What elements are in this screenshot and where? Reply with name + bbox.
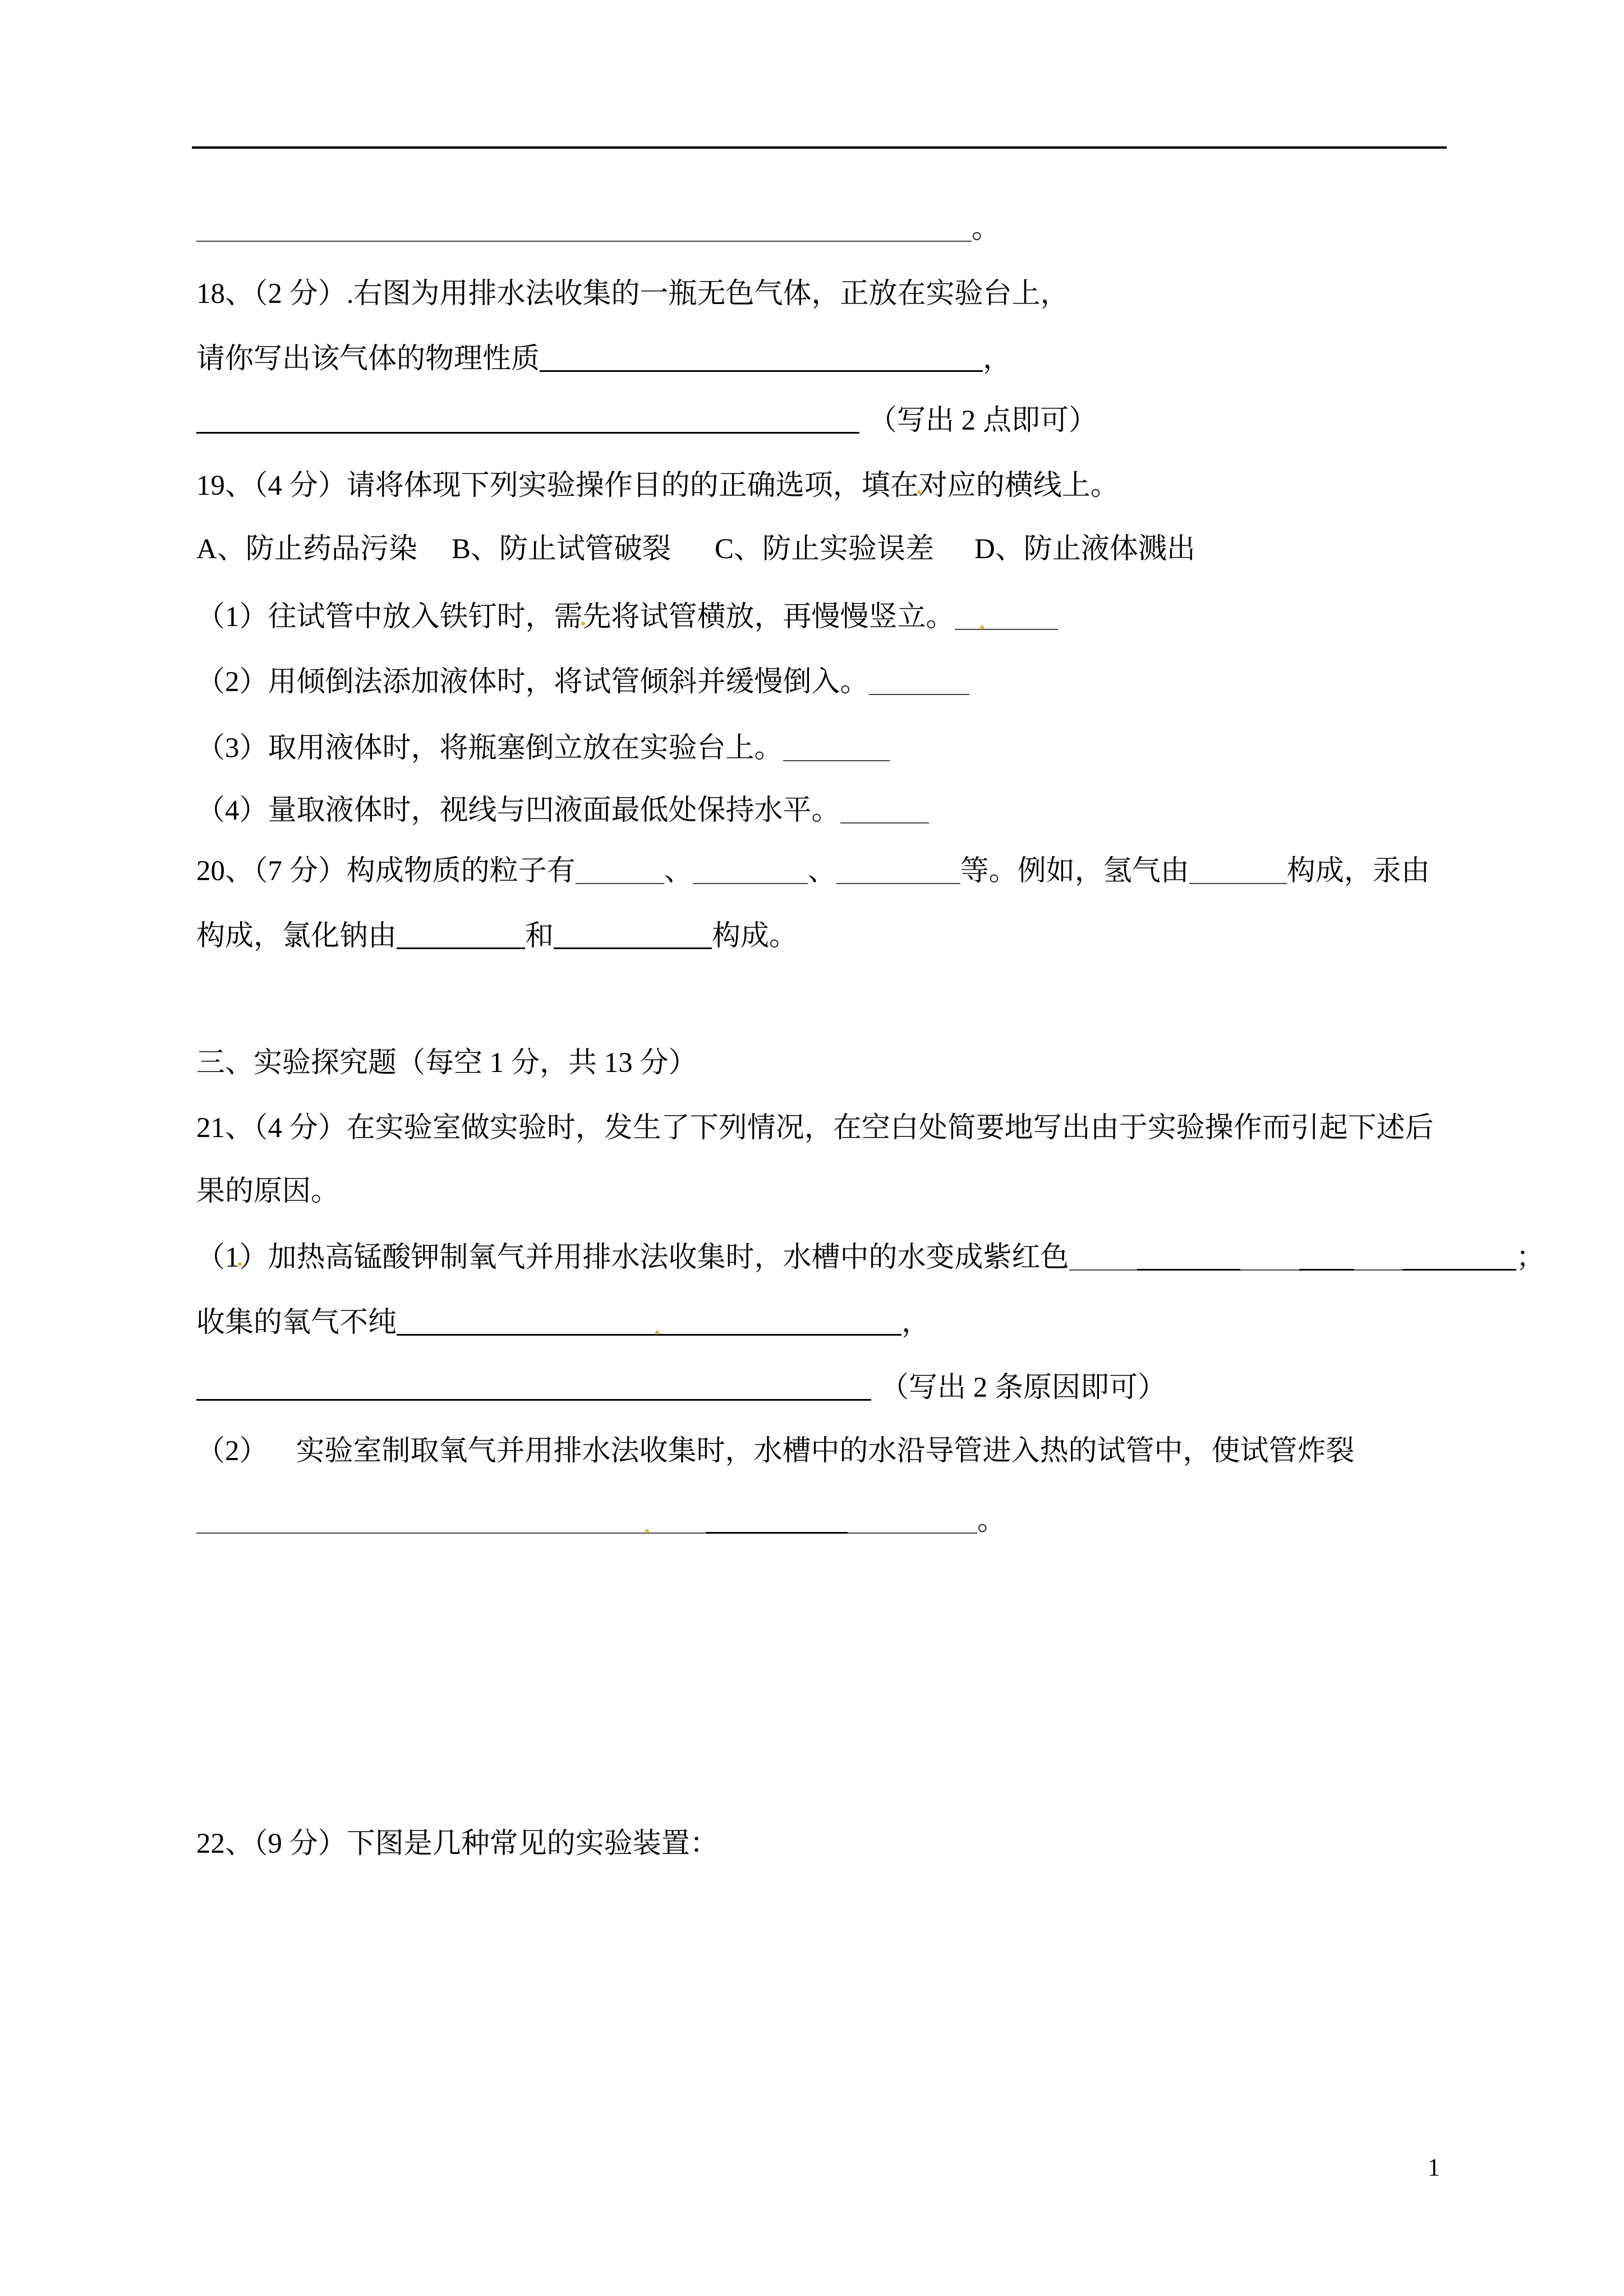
q19-item-1 [196,599,1058,635]
q22-stem [196,1826,719,1862]
option-b: B、防止试管破裂 [452,533,671,565]
q20-text: 构成。 [712,921,798,952]
answer-blank [1354,1269,1402,1271]
q21-stem-text: 21、（4 分）在实验室做实验时，发生了下列情况，在空白处简要地写出由于实验操作而引起下述后 [196,1112,1434,1144]
q19-item-1-text: （1）往试管中放入铁钉时，需 [196,601,583,633]
q20-line-2 [196,918,798,954]
q21-item-2-label: （2） [196,1435,268,1467]
answer-blank [196,1533,706,1534]
answer-blank [955,629,1058,630]
answer-blank [196,432,859,434]
q21-item-1 [196,1240,1545,1276]
q20-text: 等。例如，氢气由 [960,855,1189,887]
q20-text: 构成，汞由 [1286,855,1430,887]
q19-item-1-text-end: 先将试管横放，再慢慢竖立。 [582,601,955,633]
q19-item-3 [196,730,890,766]
q20-text: 、 [807,855,836,887]
q19-item-2 [196,664,969,700]
answer-blank [540,370,983,372]
q21-item-2 [196,1433,1355,1469]
q19-stem [196,468,1119,504]
answer-blank [1069,1269,1137,1271]
comma-mark: ， [901,1307,931,1338]
q19-item-3-text: （3）取用液体时，将瓶塞倒立放在实验台上。 [196,733,783,764]
q19-item-4-text: （4）量取液体时，视线与凹液面最低处保持水平。 [196,795,840,826]
q19-item-2-text: （2）用倾倒法添加液体时，将试管倾斜并缓慢倒入。 [196,666,869,698]
answer-blank [1189,883,1287,884]
watermark-dot [645,1529,649,1533]
q18-prompt-text: 请你写出该气体的物理性质 [196,343,540,375]
answer-blank [1402,1269,1516,1271]
q21-stem-line-2 [196,1174,339,1209]
watermark-dot [655,1331,659,1335]
q20-text: 构成，氯化钠由 [196,921,397,952]
watermark-dot [980,625,984,629]
q21-item-1-line-2-text: 收集的氧气不纯 [196,1307,397,1338]
q18-note: （写出 2 点即可） [868,405,1098,436]
q20-line-1 [196,853,1430,889]
answer-blank [576,883,664,884]
q17-answer-line [196,211,1000,247]
answer-blank [196,1399,871,1401]
option-a: A、防止药品污染 [196,533,417,565]
q21-item-1-line-2 [196,1305,930,1341]
q21-item-1-note: （写出 2 条原因即可） [880,1372,1167,1404]
q20-text: 、 [664,855,693,887]
section-3-title-text: 三、实验探究题（每空 1 分，共 13 分） [196,1047,697,1079]
q21-stem-text: 果的原因。 [196,1176,340,1207]
answer-blank [848,1533,977,1534]
answer-blank [1137,1269,1240,1271]
answer-blank [554,947,712,949]
page-number: 1 [1428,2154,1440,2181]
q19-item-4 [196,793,929,829]
answer-blank [869,694,969,695]
answer-blank [706,1532,848,1534]
q18-prompt-line [196,341,1011,377]
q21-item-2-answer-line [196,1503,1006,1539]
q18-stem-text: 18、（2 分）.右图为用排水法收集的一瓶无色气体，正放在实验台上， [196,278,1069,310]
q20-text: 和 [525,921,554,952]
q21-item-1-label: （1 [196,1242,240,1273]
period-mark: 。 [972,213,1001,245]
comma-mark: ， [983,343,1012,375]
q20-text: 20、（7 分）构成物质的粒子有 [196,855,576,887]
option-c: C、防止实验误差 [715,533,935,565]
answer-blank [397,947,525,949]
answer-blank [693,883,808,884]
q22-stem-text: 22、（9 分）下图是几种常见的实验装置： [196,1828,719,1860]
q21-item-2-text: 实验室制取氧气并用排水法收集时，水槽中的水沿导管进入热的试管中，使试管炸裂 [296,1435,1355,1467]
q21-item-1-text: ）加热高锰酸钾制氧气并用排水法收集时，水槽中的水变成紫红色 [239,1242,1069,1273]
q18-stem [196,276,1069,312]
answer-blank [783,760,890,761]
q19-stem-text: 19、（4 分）请将体现下列实验操作目的的正确选项，填在 [196,470,919,501]
period-mark: 。 [977,1505,1006,1536]
section-3-title [196,1045,697,1081]
answer-blank [196,241,972,242]
q21-stem-line-1 [196,1110,1434,1146]
header-rule [192,146,1447,149]
answer-blank [397,1334,901,1336]
semicolon-mark: ； [1516,1242,1545,1273]
answer-blank [1299,1269,1354,1271]
q21-item-1-line-3 [196,1370,1166,1406]
q18-second-line [196,403,1097,439]
answer-blank [1240,1269,1299,1271]
option-d: D、防止液体溅出 [974,533,1195,565]
answer-blank [836,883,960,884]
q19-stem-text-end: 对应的横线上。 [918,470,1119,501]
answer-blank [840,822,929,823]
